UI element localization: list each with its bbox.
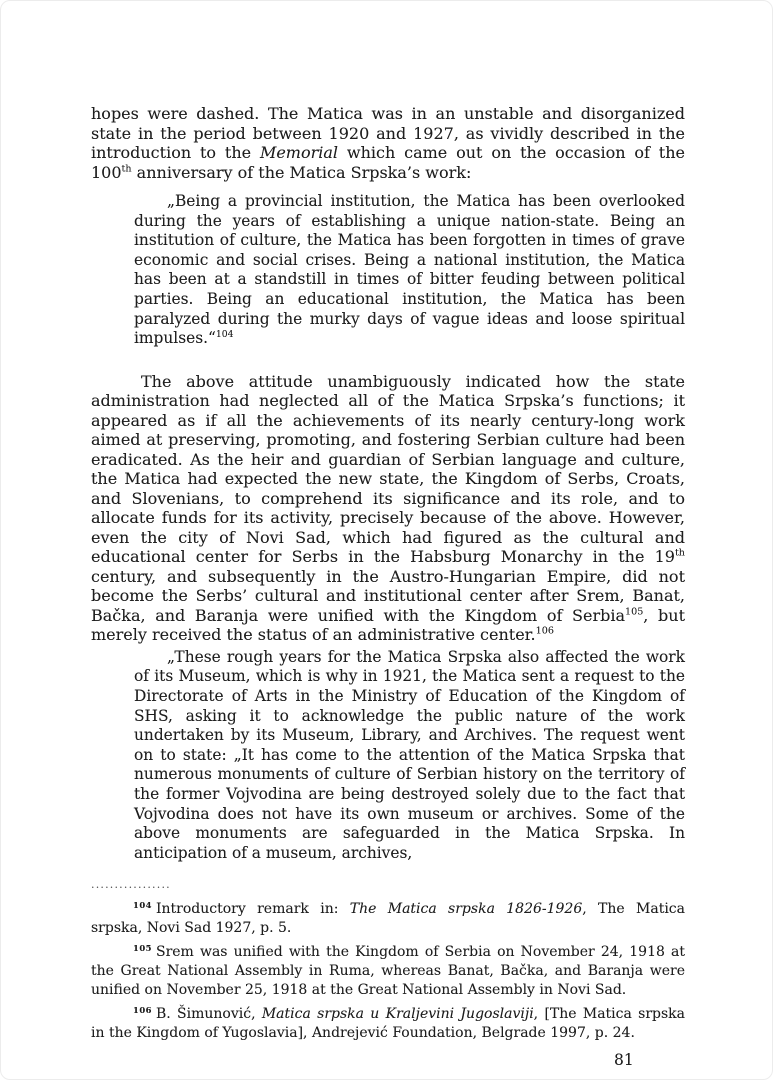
footnote-separator: ................. — [91, 878, 171, 892]
footnote-reference: th — [121, 163, 132, 175]
footnote-reference: 104 — [215, 329, 234, 341]
footnote-marker: 104 — [133, 899, 152, 910]
body-paragraph: The above attitude unambiguously indicated how the state administration had neglected all of the Matica Srpska’s functions; it appeared as if all the achievements of its nearly century-long work aimed at preserving, promoting, and fostering Serbian culture had been eradicated. As the heir and guardian of Serbian language and culture, the Matica had expected the new state, the Kingdom of Serbs, Croats, and Slovenians, to comprehend its significance and its role, and to allocate funds for its activity, precisely because of the above. However, even the city of Novi Sad, which had figured as the cultural and educational center for Serbs in the Habsburg Monarchy in the 19th century, and subsequently in the Austro-Hungarian Empire, did not become the Serbs’ cultural and institutional center after Srem, Banat, Bačka, and Baranja were unified with the Kingdom of Serbia$^{105}$, but merely received the status of an administrative center.$^{106}$ — [91, 371, 685, 645]
footnote-105: $^{105}$ Srem was unified with the Kingdom of Serbia on November 24, 1918 at the Great National Assembly in Ruma, whereas Banat, Bačka, and Baranja were unified on November 25, 1918 at the Great National Assembly in Novi Sad. — [91, 942, 685, 999]
footnote-106: $^{106}$ B. Šimunović, Matica srpska u Kraljevini Jugoslaviji, [The Matica srpska in the Kingdom of Yugoslavia], Andrejević Foundation, Belgrade 1997, p. 24. — [91, 1004, 685, 1042]
footnote-reference: 105 — [624, 606, 644, 618]
footnote-reference: th — [674, 547, 685, 559]
body-paragraph: hopes were dashed. The Matica was in an unstable and disorganized state in the period between 1920 and 1927, as vividly described in the introduction to the Memorial which came out on the occasion of the 100th anniversary of the Matica Srpska’s work: — [91, 104, 685, 182]
block-quote: „These rough years for the Matica Srpska also affected the work of its Museum, which is why in 1921, the Matica sent a request to the Directorate of Arts in the Ministry of Education of the Kingdom of SHS, asking it to acknowledge the public nature of the work undertaken by its Museum, Library, and Archives. The request went on to state: „It has come to the attention of the Matica Srpska that numerous monuments of culture of Serbian history on the territory of the former Vojvodina are being destroyed solely due to the fact that Vojvodina does not have its own museum or archives. Some of the above monuments are safeguarded in the Matica Srpska. In anticipation of a museum, archives, — [134, 647, 685, 862]
footnote-104: $^{104}$ Introductory remark in: The Matica srpska 1826-1926, The Matica srpska, Novi Sad 1927, p. 5. — [91, 899, 685, 937]
footnotes — [91, 900, 685, 1043]
block-quote: „Being a provincial institution, the Matica has been overlooked during the years of establishing a unique nation-state. Being an institution of culture, the Matica has been forgotten in times of grave economic and social crises. Being a national institution, the Matica has been at a standstill in times of bitter feuding between political parties. Being an educational institution, the Matica has been paralyzed during the murky days of vague ideas and loose spiritual impulses.“$^{104}$ — [134, 192, 685, 348]
footnote-marker: 105 — [133, 942, 152, 953]
footnote-reference: 106 — [535, 625, 554, 637]
page-body — [91, 104, 685, 863]
page-number: 81 — [614, 1051, 634, 1070]
footnote-marker: 106 — [133, 1004, 152, 1015]
